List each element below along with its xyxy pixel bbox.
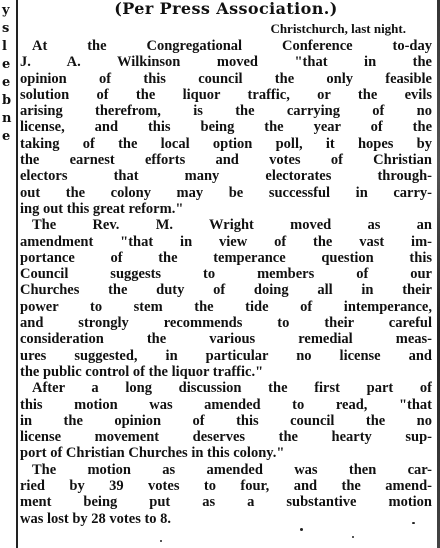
print-speck bbox=[352, 536, 354, 538]
text-line: port of Christian Churches in this colony." bbox=[20, 445, 285, 462]
margin-letter: b bbox=[2, 93, 12, 108]
text-line: the earnest efforts and votes of Christian bbox=[20, 152, 432, 169]
text-line: license, and this being the year of the bbox=[20, 119, 432, 136]
paragraph-1 bbox=[20, 38, 432, 217]
text-line: power to stem the tide of intemperance, bbox=[20, 298, 432, 315]
margin-letter: l bbox=[2, 39, 7, 54]
text-line: opinion of this council the only feasible bbox=[20, 70, 432, 87]
text-line: The Rev. M. Wright moved as an bbox=[32, 217, 432, 234]
text-line: out the colony may be successful in carry- bbox=[20, 184, 432, 201]
text-line: Council suggests to members of our bbox=[20, 266, 432, 283]
text-line: ried by 39 votes to four, and the amend- bbox=[20, 478, 432, 495]
paragraph-4 bbox=[20, 462, 432, 527]
paragraph-3 bbox=[20, 380, 432, 461]
margin-letter: n bbox=[2, 111, 12, 126]
text-line: and strongly recommends to their careful bbox=[20, 315, 432, 332]
text-line: ures suggested, in particular no license and bbox=[20, 347, 432, 364]
text-line: the public control of the liquor traffic." bbox=[20, 363, 264, 380]
text-line: this motion was amended to read, "that bbox=[20, 396, 432, 413]
text-line: was lost by 28 votes to 8. bbox=[20, 510, 172, 527]
margin-letter: s bbox=[2, 21, 10, 36]
dateline: Christchurch, last night. bbox=[270, 21, 406, 36]
print-speck bbox=[300, 528, 303, 531]
text-line: J. A. Wilkinson moved "that in the bbox=[20, 54, 432, 71]
text-line: arising therefrom, is the carrying of no bbox=[20, 103, 432, 120]
article-heading: (Per Press Association.) bbox=[114, 0, 338, 18]
text-line: amendment "that in view of the vast im- bbox=[20, 233, 432, 250]
margin-letter: y bbox=[2, 3, 10, 18]
text-line: ment being put as a substantive motion bbox=[20, 494, 432, 511]
text-line: portance of the temperance question this bbox=[20, 249, 432, 266]
text-line: Churches the duty of doing all in their bbox=[20, 282, 432, 299]
text-line: taking of the local option poll, it hopes by bbox=[20, 135, 432, 152]
margin-letter: e bbox=[2, 57, 11, 72]
text-line: solution of the liquor traffic, or the evils bbox=[20, 86, 432, 103]
text-line: ing out this great reform." bbox=[20, 200, 184, 217]
margin-letter: e bbox=[2, 129, 11, 144]
text-line: electors that many electorates through- bbox=[20, 168, 432, 185]
text-line: After a long discussion the first part of bbox=[32, 380, 432, 397]
paragraph-2 bbox=[20, 217, 432, 380]
text-line: in the opinion of this council the no bbox=[20, 412, 432, 429]
text-line: consideration the various remedial meas- bbox=[20, 331, 432, 348]
text-line: At the Congregational Conference to-day bbox=[32, 38, 432, 54]
margin-letter: e bbox=[2, 75, 11, 90]
adjacent-column-fragment bbox=[0, 0, 18, 548]
article bbox=[20, 0, 432, 527]
print-speck bbox=[412, 522, 415, 524]
text-line: license movement deserves the hearty sup- bbox=[20, 429, 432, 446]
print-speck bbox=[160, 540, 162, 542]
text-line: The motion as amended was then car- bbox=[32, 461, 432, 478]
